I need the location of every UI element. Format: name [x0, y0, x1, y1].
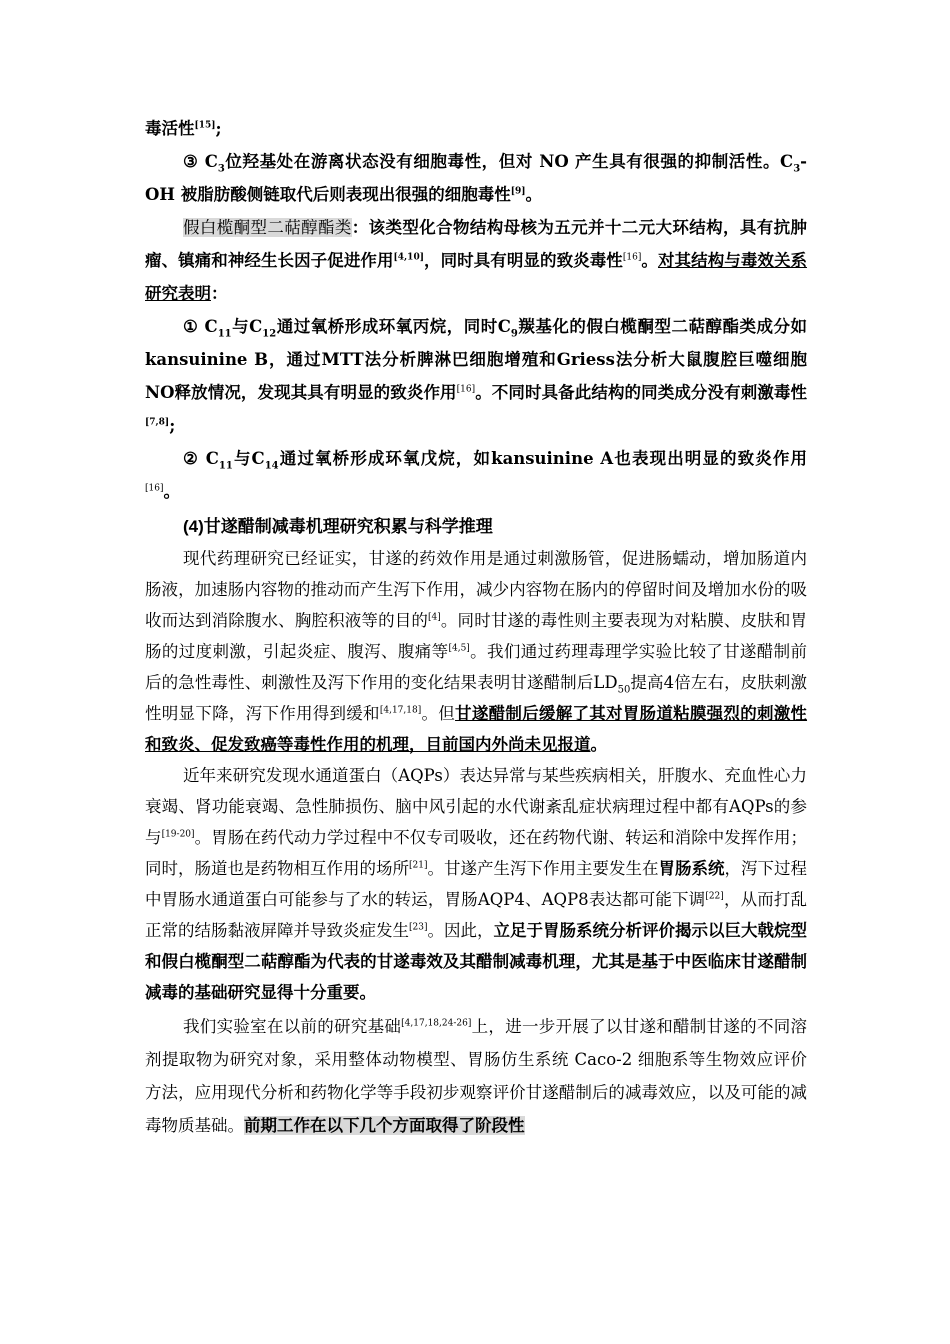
text: ： — [211, 284, 228, 303]
text: 。因此， — [427, 921, 494, 940]
highlighted-bold-text: 前期工作在以下几个方面取得了阶段性 — [244, 1116, 525, 1135]
text: 。但 — [421, 704, 456, 723]
bold-text: 立足于胃肠系统分析评价揭示以巨大戟烷型和假白榄酮型二萜醇酯为代表的甘遂毒效及其醋制减毒机理，尤其是基于中医临床甘遂醋制减毒的基础研究显得十分重要 — [145, 921, 808, 1002]
text: ：该类型化合物结构母核为五元并十二元大环结构，具有抗肿瘤、镇痛和神经生长因子促进作用 — [145, 218, 807, 270]
highlighted-term: 假白榄酮型二萜醇酯类 — [183, 218, 352, 237]
citation: [9] — [510, 186, 526, 197]
text: 。不同时具备此结构的同类成分没有刺激毒性 — [475, 383, 807, 402]
citation: [4,10] — [393, 252, 424, 263]
citation: [16] — [622, 252, 642, 263]
text: 。 — [641, 251, 658, 270]
text: ; — [169, 416, 176, 435]
text: 提高4倍左右，皮肤刺激性明显下降，泻下作用得到缓和 — [145, 673, 808, 723]
text: 。我们通过药理毒理学实验比较了甘遂醋制前后的急性毒性、刺激性及泻下作用的变化结果表明甘遂醋制后LD — [145, 642, 807, 692]
subscript: 11 — [217, 328, 232, 340]
paragraph-c3-hydroxyl — [145, 145, 807, 211]
citation: [23] — [409, 922, 428, 933]
text: 上，进一步开展了以甘遂和醋制甘遂的不同溶剂提取物为研究对象，采用整体动物模型、胃肠仿生系统 Caco-2 细胞系等生物效应评价方法，应用现代分析和药物化学等手段初步观察评价甘遂醋制后的减毒效应，以及可能的减毒物质基础。 — [145, 1017, 808, 1135]
section-heading: (4)甘遂醋制减毒机理研究积累与科学推理 — [183, 517, 493, 536]
citation: [16] — [456, 384, 476, 395]
text: ② C — [183, 449, 219, 468]
document-page — [145, 112, 807, 1142]
text: 现代药理研究已经证实，甘遂的药效作用是通过刺激肠管，促进肠蠕动，增加肠道内肠液，加速肠内容物的推动而产生泻下作用，减少内容物在肠内的停留时间及增加水份的吸收而达到消除腹水、胸腔积液等的目的 — [145, 549, 807, 630]
subscript: 3 — [793, 163, 801, 175]
citation: [15] — [194, 120, 216, 131]
text: 。同时甘遂的毒性则主要表现为对粘膜、皮肤和胃肠的过度刺激，引起炎症、腹泻、腹痛等 — [145, 611, 808, 661]
text: ，从而打乱正常的结肠黏液屏障并导致炎症发生 — [145, 890, 807, 940]
text: 。 — [163, 482, 180, 501]
citation: [4,5] — [448, 643, 470, 654]
subscript: 12 — [262, 328, 277, 340]
citation: [7,8] — [145, 417, 170, 428]
citation: [4,17,18,24-26] — [401, 1018, 472, 1029]
text: ③ C — [183, 152, 218, 171]
text: 。胃肠在药代动力学过程中不仅专司吸收，还在药物代谢、转运和消除中发挥作用；同时，肠道也是药物相互作用的场所 — [145, 828, 808, 878]
citation: [16] — [145, 483, 164, 494]
text: 通过氧桥形成环氧戊烷，如kansuinine A也表现出明显的致炎作用 — [278, 449, 807, 468]
text: ，泻下过程中胃肠水通道蛋白可能参与了水的转运，胃肠AQP4、AQP8表达都可能下调 — [145, 859, 808, 909]
citation: [4,17,18] — [379, 705, 422, 716]
text: ① C — [183, 317, 218, 336]
subscript: 11 — [218, 460, 233, 472]
text: 与C — [231, 317, 263, 336]
paragraph-lab-research — [145, 1010, 807, 1142]
paragraph-toxicity-end — [145, 112, 807, 145]
text: 羰基化的假白榄酮型二萜醇酯类成分如kansuinine B，通过MTT法分析脾淋巴细胞增殖和Griess法分析大鼠腹腔巨噬细胞NO释放情况，发现其具有明显的致炎作用 — [145, 317, 808, 402]
text: 毒活性 — [145, 119, 195, 138]
paragraph-pharmacology — [145, 543, 807, 760]
text: 。甘遂产生泻下作用主要发生在 — [427, 859, 659, 878]
paragraph-aquaporins — [145, 760, 807, 1008]
underlined-text: 对其结构与毒效关系研究表明 — [145, 251, 808, 303]
underlined-bold-text: 甘遂醋制后缓解了其对胃肠道粘膜强烈的刺激性和致炎、促发致癌等毒性作用的机理，目前国内外尚未见报道 — [145, 704, 808, 754]
paragraph-jatrophone-diterpene — [145, 211, 807, 310]
citation: [4] — [428, 612, 441, 623]
text: ; — [215, 119, 222, 138]
text: 。 — [525, 185, 542, 204]
subscript: 3 — [217, 163, 225, 175]
text: 近年来研究发现水通道蛋白（AQPs）表达异常与某些疾病相关，肝腹水、充血性心力衰竭、肾功能衰竭、急性肺损伤、脑中风引起的水代谢紊乱症状病理过程中都有AQPs的参与 — [145, 766, 807, 847]
text: 。 — [359, 983, 376, 1002]
paragraph-item-two — [145, 442, 807, 508]
subscript: 50 — [617, 684, 631, 696]
subscript: 9 — [510, 328, 518, 340]
text: 位羟基处在游离状态没有细胞毒性，但对 NO 产生具有很强的抑制活性。C — [224, 152, 794, 171]
citation: [21] — [409, 860, 428, 871]
citation: [19-20] — [161, 829, 195, 840]
text: ，同时具有明显的致炎毒性 — [423, 251, 623, 270]
text: -OH 被脂肪酸侧链取代后则表现出很强的细胞毒性 — [145, 152, 808, 204]
text: 通过氧桥形成环氧丙烷，同时C — [276, 317, 511, 336]
text: 与C — [232, 449, 265, 468]
text: 我们实验室在以前的研究基础 — [183, 1017, 402, 1036]
text: 。 — [590, 735, 607, 754]
paragraph-item-one — [145, 310, 807, 442]
citation: [22] — [705, 891, 724, 902]
bold-text: 胃肠系统 — [658, 859, 725, 878]
subscript: 14 — [264, 460, 279, 472]
